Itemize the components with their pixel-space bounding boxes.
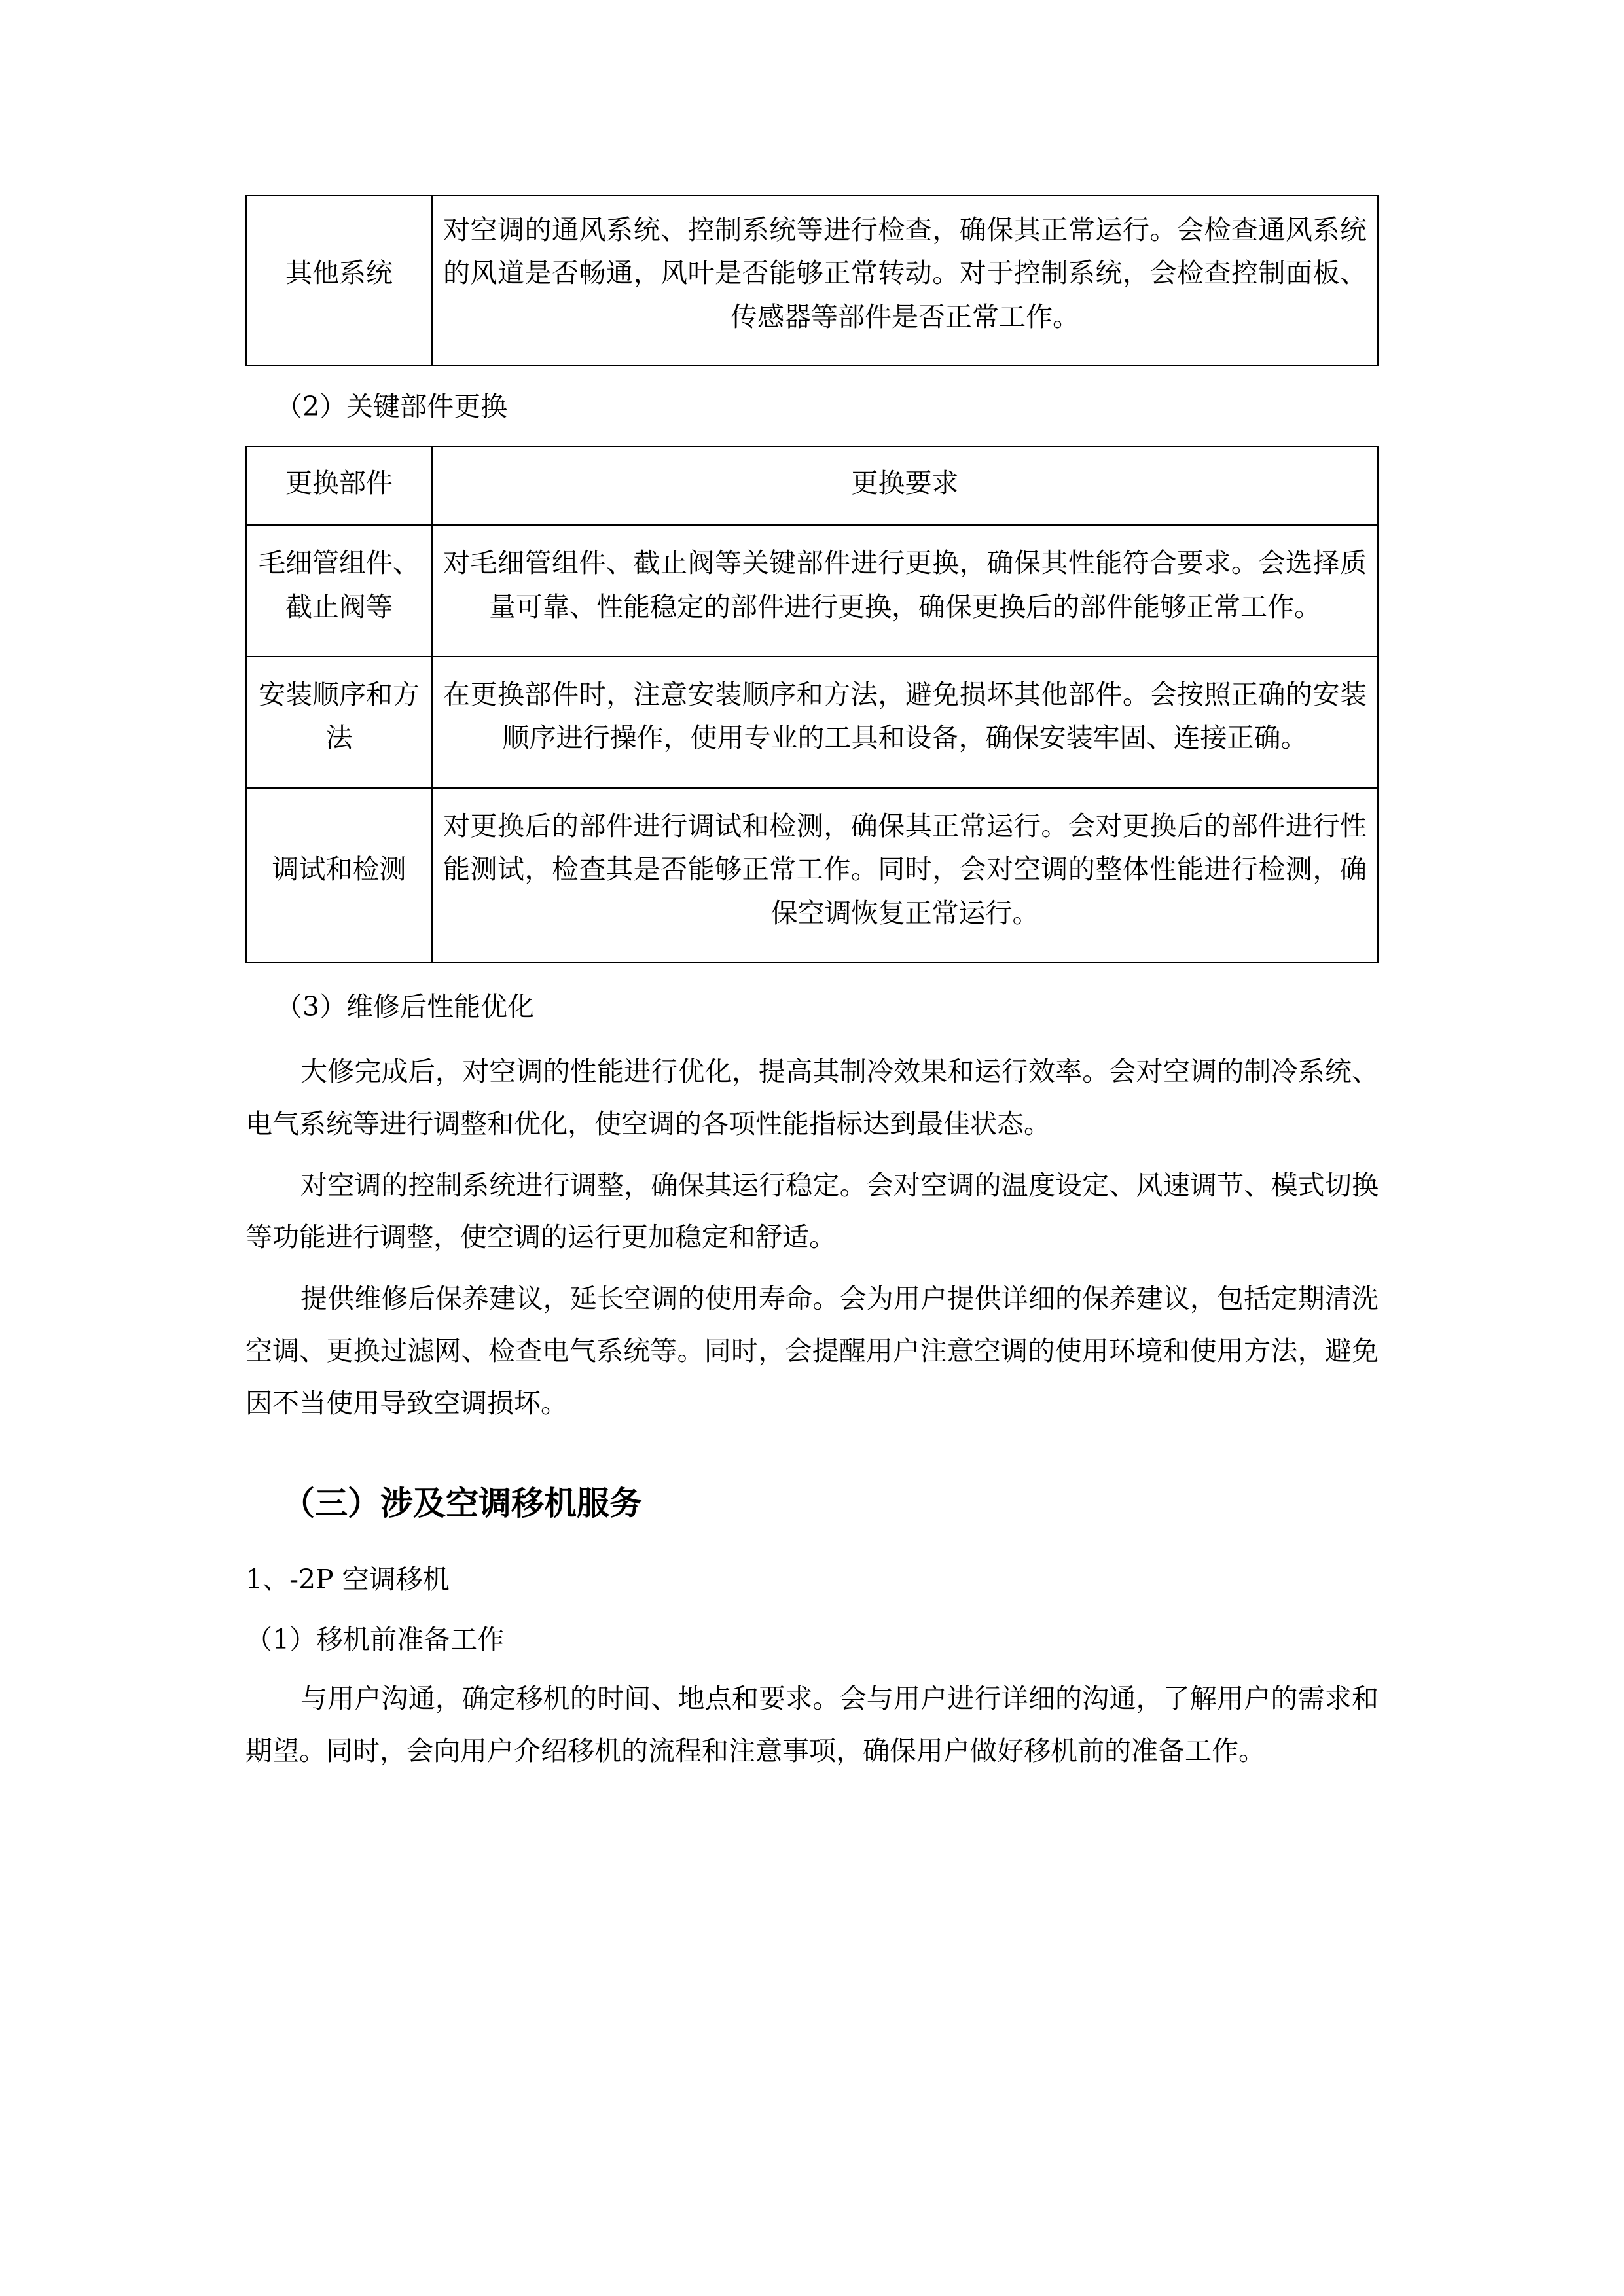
paragraph-relocation-1: 与用户沟通，确定移机的时间、地点和要求。会与用户进行详细的沟通，了解用户的需求和期望。同时，会向用户介绍移机的流程和注意事项，确保用户做好移机前的准备工作。 xyxy=(245,1683,1379,1767)
table-header-replacement-requirement: 更换要求 xyxy=(432,446,1378,525)
table-cell-body: 对毛细管组件、截止阀等关键部件进行更换，确保其性能符合要求。会选择质量可靠、性能稳定的部件进行更换，确保更换后的部件能够正常工作。 xyxy=(432,525,1378,656)
table-key-parts-replacement xyxy=(245,446,1379,963)
heading-relocation-preparation: （1）移机前准备工作 xyxy=(245,1623,505,1655)
table-row xyxy=(246,196,1378,365)
paragraph-optimization-3: 提供维修后保养建议，延长空调的使用寿命。会为用户提供详细的保养建议，包括定期清洗空调、更换过滤网、检查电气系统等。同时，会提醒用户注意空调的使用环境和使用方法，避免因不当使用导致空调损坏。 xyxy=(245,1283,1379,1420)
table-cell-label: 安装顺序和方法 xyxy=(246,656,432,788)
table-other-system xyxy=(245,195,1379,366)
table-row xyxy=(246,525,1378,656)
heading-key-parts-replacement: （2）关键部件更换 xyxy=(276,391,508,423)
heading-relocation-item: 1、-2P 空调移机 xyxy=(245,1564,450,1596)
table-header-row xyxy=(246,446,1378,525)
table-cell-body: 对空调的通风系统、控制系统等进行检查，确保其正常运行。会检查通风系统的风道是否畅通，风叶是否能够正常转动。对于控制系统，会检查控制面板、传感器等部件是否正常工作。 xyxy=(432,196,1378,365)
table-cell-label: 其他系统 xyxy=(246,196,432,365)
paragraph-optimization-1: 大修完成后，对空调的性能进行优化，提高其制冷效果和运行效率。会对空调的制冷系统、电气系统等进行调整和优化，使空调的各项性能指标达到最佳状态。 xyxy=(245,1055,1379,1139)
section-heading-relocation-service: （三）涉及空调移机服务 xyxy=(282,1484,642,1523)
table-cell-body: 对更换后的部件进行调试和检测，确保其正常运行。会对更换后的部件进行性能测试，检查其是否能够正常工作。同时，会对空调的整体性能进行检测，确保空调恢复正常运行。 xyxy=(432,788,1378,963)
table-cell-label: 调试和检测 xyxy=(246,788,432,963)
table-header-replacement-part: 更换部件 xyxy=(246,446,432,525)
heading-post-repair-optimization: （3）维修后性能优化 xyxy=(276,991,535,1023)
table-row xyxy=(246,788,1378,963)
table-cell-body: 在更换部件时，注意安装顺序和方法，避免损坏其他部件。会按照正确的安装顺序进行操作，使用专业的工具和设备，确保安装牢固、连接正确。 xyxy=(432,656,1378,788)
table-cell-label: 毛细管组件、截止阀等 xyxy=(246,525,432,656)
paragraph-optimization-2: 对空调的控制系统进行调整，确保其运行稳定。会对空调的温度设定、风速调节、模式切换等功能进行调整，使空调的运行更加稳定和舒适。 xyxy=(245,1169,1379,1253)
table-row xyxy=(246,656,1378,788)
